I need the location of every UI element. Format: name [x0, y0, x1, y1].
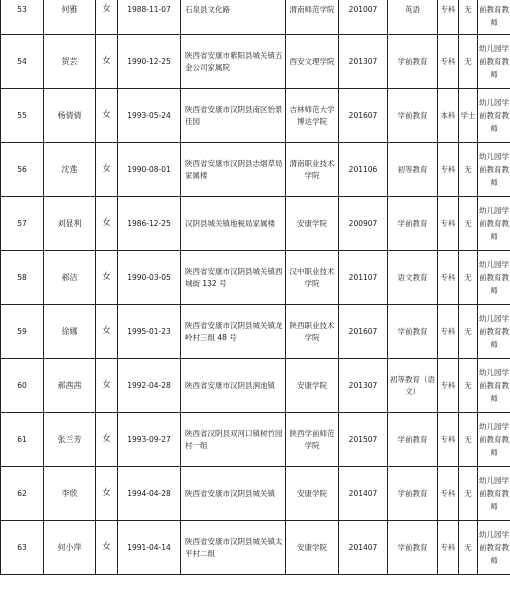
degree-cell: 无 — [459, 467, 478, 521]
major-cell: 学前教育 — [388, 521, 438, 575]
school-cell: 渭南职业技术学院 — [286, 143, 339, 197]
row-number-cell: 63 — [1, 521, 44, 575]
school-cell: 安康学院 — [286, 197, 339, 251]
address-cell: 汉阴县城关镇地税局家属楼 — [181, 197, 286, 251]
position-cell: 前教育教师 — [478, 0, 510, 35]
gender-cell: 女 — [96, 413, 118, 467]
name-cell: 郝茜茜 — [44, 359, 96, 413]
position-cell: 幼儿园学前教育教师 — [478, 521, 510, 575]
gender-cell: 女 — [96, 0, 118, 35]
position-cell: 幼儿园学前教育教师 — [478, 413, 510, 467]
address-cell: 陕西省安康市汉阴县城关镇龙岭村三组 48 号 — [181, 305, 286, 359]
degree-cell: 无 — [459, 359, 478, 413]
table-row — [1, 413, 510, 467]
birth-date-cell: 1990-03-05 — [118, 251, 181, 305]
row-number-cell: 56 — [1, 143, 44, 197]
name-cell: 杨倩倩 — [44, 89, 96, 143]
name-cell: 沈莲 — [44, 143, 96, 197]
name-cell: 何雅 — [44, 0, 96, 35]
education-cell: 专科 — [438, 143, 459, 197]
gender-cell: 女 — [96, 197, 118, 251]
education-cell: 专科 — [438, 0, 459, 35]
graduation-date-cell: 201407 — [339, 521, 388, 575]
position-cell: 幼儿园学前教育教师 — [478, 143, 510, 197]
gender-cell: 女 — [96, 143, 118, 197]
school-cell: 吉林师范大学博达学院 — [286, 89, 339, 143]
graduation-date-cell: 201107 — [339, 251, 388, 305]
school-cell: 安康学院 — [286, 359, 339, 413]
education-cell: 专科 — [438, 359, 459, 413]
graduation-date-cell: 200907 — [339, 197, 388, 251]
school-cell: 安康学院 — [286, 521, 339, 575]
degree-cell: 学士 — [459, 89, 478, 143]
gender-cell: 女 — [96, 35, 118, 89]
gender-cell: 女 — [96, 521, 118, 575]
birth-date-cell: 1993-05-24 — [118, 89, 181, 143]
table-row — [1, 0, 510, 35]
name-cell: 李欣 — [44, 467, 96, 521]
row-number-cell: 62 — [1, 467, 44, 521]
degree-cell: 无 — [459, 305, 478, 359]
graduation-date-cell: 201607 — [339, 305, 388, 359]
row-number-cell: 53 — [1, 0, 44, 35]
gender-cell: 女 — [96, 251, 118, 305]
school-cell: 汉中职业技术学院 — [286, 251, 339, 305]
gender-cell: 女 — [96, 89, 118, 143]
birth-date-cell: 1990-12-25 — [118, 35, 181, 89]
degree-cell: 无 — [459, 143, 478, 197]
table-row — [1, 197, 510, 251]
row-number-cell: 55 — [1, 89, 44, 143]
table-row — [1, 251, 510, 305]
birth-date-cell: 1990-08-01 — [118, 143, 181, 197]
name-cell: 刘显利 — [44, 197, 96, 251]
birth-date-cell: 1986-12-25 — [118, 197, 181, 251]
major-cell: 学前教育 — [388, 35, 438, 89]
position-cell: 幼儿园学前教育教师 — [478, 197, 510, 251]
education-cell: 专科 — [438, 521, 459, 575]
position-cell: 幼儿园学前教育教师 — [478, 359, 510, 413]
row-number-cell: 54 — [1, 35, 44, 89]
name-cell: 何小萍 — [44, 521, 96, 575]
table-row — [1, 521, 510, 575]
gender-cell: 女 — [96, 467, 118, 521]
degree-cell: 无 — [459, 251, 478, 305]
birth-date-cell: 1993-09-27 — [118, 413, 181, 467]
school-cell: 西安文理学院 — [286, 35, 339, 89]
education-cell: 专科 — [438, 305, 459, 359]
major-cell: 学前教育 — [388, 305, 438, 359]
table-row — [1, 305, 510, 359]
school-cell: 渭南师范学院 — [286, 0, 339, 35]
address-cell: 陕西省安康市汉阴县城关镇西城街 132 号 — [181, 251, 286, 305]
major-cell: 学前教育 — [388, 413, 438, 467]
major-cell: 学前教育 — [388, 89, 438, 143]
address-cell: 石泉县文化路 — [181, 0, 286, 35]
position-cell: 幼儿园学前教育教师 — [478, 89, 510, 143]
degree-cell: 无 — [459, 0, 478, 35]
graduation-date-cell: 201607 — [339, 89, 388, 143]
name-cell: 贺芸 — [44, 35, 96, 89]
school-cell: 陕西职业技术学院 — [286, 305, 339, 359]
position-cell: 幼儿园学前教育教师 — [478, 305, 510, 359]
row-number-cell: 60 — [1, 359, 44, 413]
school-cell: 陕西学前师范学院 — [286, 413, 339, 467]
graduation-date-cell: 201507 — [339, 413, 388, 467]
address-cell: 陕西省安康市汉阴县志烟草局家属楼 — [181, 143, 286, 197]
table-row — [1, 143, 510, 197]
name-cell: 徐娜 — [44, 305, 96, 359]
table-row — [1, 359, 510, 413]
school-cell: 安康学院 — [286, 467, 339, 521]
name-cell: 郝洁 — [44, 251, 96, 305]
graduation-date-cell: 201407 — [339, 467, 388, 521]
row-number-cell: 58 — [1, 251, 44, 305]
degree-cell: 无 — [459, 413, 478, 467]
table-row — [1, 467, 510, 521]
table-row — [1, 89, 510, 143]
birth-date-cell: 1991-04-14 — [118, 521, 181, 575]
position-cell: 幼儿园学前教育教师 — [478, 467, 510, 521]
birth-date-cell: 1994-04-28 — [118, 467, 181, 521]
position-cell: 幼儿园学前教育教师 — [478, 251, 510, 305]
education-cell: 专科 — [438, 197, 459, 251]
gender-cell: 女 — [96, 305, 118, 359]
graduation-date-cell: 201307 — [339, 35, 388, 89]
position-cell: 幼儿园学前教育教师 — [478, 35, 510, 89]
row-number-cell: 59 — [1, 305, 44, 359]
address-cell: 陕西省安康市紫阳县城关镇五金公司家属院 — [181, 35, 286, 89]
address-cell: 陕西省安康市汉阴县南区怡景佳园 — [181, 89, 286, 143]
major-cell: 初等教育（语文） — [388, 359, 438, 413]
major-cell: 初等教育 — [388, 143, 438, 197]
education-cell: 本科 — [438, 89, 459, 143]
gender-cell: 女 — [96, 359, 118, 413]
degree-cell: 无 — [459, 197, 478, 251]
degree-cell: 无 — [459, 521, 478, 575]
education-cell: 专科 — [438, 467, 459, 521]
education-cell: 专科 — [438, 35, 459, 89]
name-cell: 张兰芳 — [44, 413, 96, 467]
graduation-date-cell: 201307 — [339, 359, 388, 413]
table-body — [1, 0, 510, 575]
education-cell: 专科 — [438, 413, 459, 467]
address-cell: 陕西省汉阴县双河口镇树竹园村一组 — [181, 413, 286, 467]
education-cell: 专科 — [438, 251, 459, 305]
graduation-date-cell: 201106 — [339, 143, 388, 197]
row-number-cell: 57 — [1, 197, 44, 251]
address-cell: 陕西省安康市汉阴县涧池镇 — [181, 359, 286, 413]
table-row — [1, 35, 510, 89]
graduation-date-cell: 201007 — [339, 0, 388, 35]
degree-cell: 无 — [459, 35, 478, 89]
address-cell: 陕西省安康市汉阴县城关镇 — [181, 467, 286, 521]
birth-date-cell: 1995-01-23 — [118, 305, 181, 359]
row-number-cell: 61 — [1, 413, 44, 467]
birth-date-cell: 1992-04-28 — [118, 359, 181, 413]
major-cell: 英语 — [388, 0, 438, 35]
major-cell: 学前教育 — [388, 197, 438, 251]
major-cell: 语文教育 — [388, 251, 438, 305]
major-cell: 学前教育 — [388, 467, 438, 521]
address-cell: 陕西省安康市汉阴县城关镇太平村二组 — [181, 521, 286, 575]
birth-date-cell: 1988-11-07 — [118, 0, 181, 35]
